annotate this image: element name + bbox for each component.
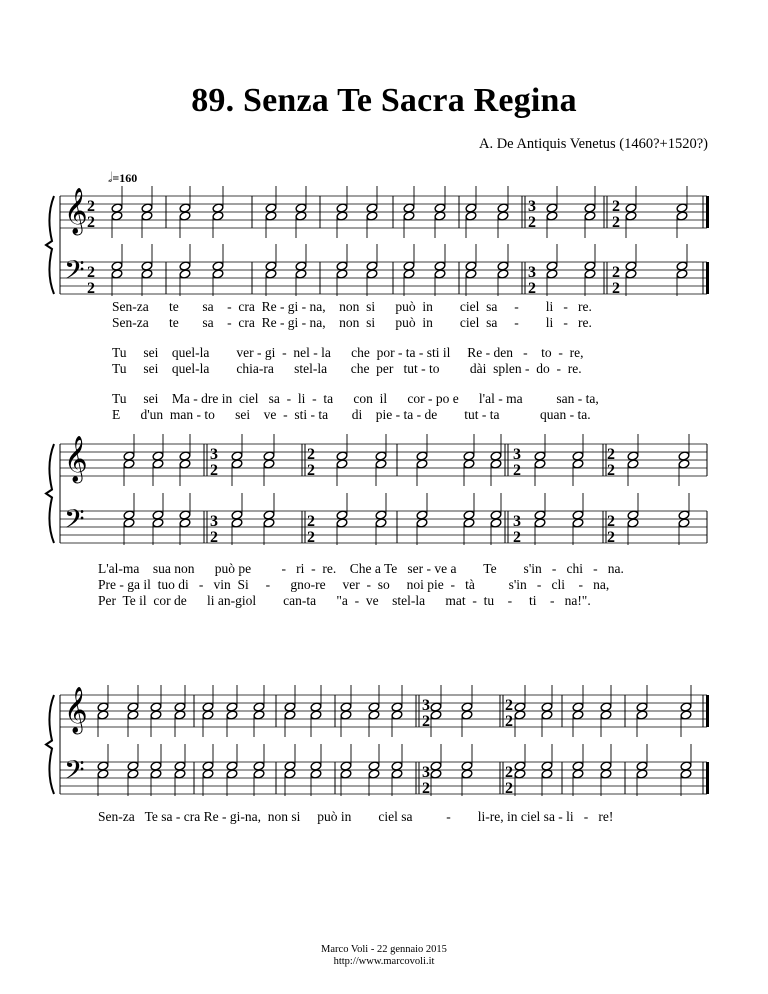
system-1	[0, 182, 768, 312]
note-head	[336, 459, 348, 469]
note-head	[265, 261, 277, 271]
lyric-line-3: Tu sei quel-la ver - gi - nel - la che por - ta - sti il Re - den - to - re,	[112, 345, 584, 360]
note-head	[141, 261, 153, 271]
note-head	[368, 761, 380, 771]
note-head	[179, 518, 191, 528]
note-head	[226, 710, 238, 720]
note-head	[202, 710, 214, 720]
treble-clef-icon: 𝄞	[64, 687, 88, 733]
note-head	[676, 261, 688, 271]
note-head	[625, 211, 637, 221]
time-signature-denominator: 2	[210, 529, 218, 546]
note-head	[584, 269, 596, 279]
note-head	[340, 761, 352, 771]
note-head	[179, 261, 191, 271]
note-head	[463, 510, 475, 520]
note-head	[430, 702, 442, 712]
time-signature-numerator: 2	[307, 513, 315, 530]
note-head	[490, 510, 502, 520]
time-signature-denominator: 2	[87, 214, 95, 231]
lyric-line-2: Sen-za te sa - cra Re - gi - na, non si può in ciel sa - li - re.	[112, 315, 592, 330]
note-head	[253, 761, 265, 771]
note-head	[226, 761, 238, 771]
note-head	[430, 769, 442, 779]
note-head	[179, 451, 191, 461]
note-head	[284, 761, 296, 771]
note-head	[461, 702, 473, 712]
note-head	[572, 769, 584, 779]
note-head	[461, 710, 473, 720]
note-head	[490, 518, 502, 528]
note-head	[572, 710, 584, 720]
note-head	[461, 769, 473, 779]
note-head	[97, 710, 109, 720]
note-head	[434, 203, 446, 213]
note-head	[541, 761, 553, 771]
note-head	[231, 451, 243, 461]
lyric-line-6: E d'un man - to sei ve - sti - ta di pie - ta - de tut - ta quan - ta.	[112, 407, 591, 422]
note-head	[636, 769, 648, 779]
note-head	[541, 710, 553, 720]
final-barline	[706, 196, 709, 228]
note-head	[295, 269, 307, 279]
bass-clef-icon: 𝄢	[64, 503, 85, 541]
note-head	[678, 451, 690, 461]
note-head	[212, 211, 224, 221]
system-1-staves	[46, 186, 709, 297]
note-head	[111, 211, 123, 221]
note-head	[179, 203, 191, 213]
note-head	[336, 261, 348, 271]
note-head	[284, 769, 296, 779]
note-head	[497, 261, 509, 271]
note-head	[391, 702, 403, 712]
note-head	[97, 769, 109, 779]
note-head	[600, 761, 612, 771]
note-head	[253, 710, 265, 720]
note-head	[627, 459, 639, 469]
time-signature-denominator: 2	[528, 214, 536, 231]
time-signature-numerator: 3	[210, 446, 218, 463]
note-head	[174, 710, 186, 720]
note-head	[416, 459, 428, 469]
final-barline	[706, 762, 709, 794]
note-head	[152, 510, 164, 520]
time-signature-denominator: 2	[505, 780, 513, 797]
note-head	[680, 710, 692, 720]
note-head	[430, 710, 442, 720]
time-signature-numerator: 2	[612, 198, 620, 215]
note-head	[368, 769, 380, 779]
note-head	[534, 459, 546, 469]
lyric-line-1: Sen-za te sa - cra Re - gi - na, non si può in ciel sa - li - re.	[112, 299, 592, 314]
note-head	[534, 451, 546, 461]
note-head	[97, 702, 109, 712]
note-head	[150, 702, 162, 712]
note-head	[584, 203, 596, 213]
note-head	[310, 710, 322, 720]
note-head	[546, 211, 558, 221]
time-signature-denominator: 2	[607, 462, 615, 479]
system-brace	[46, 196, 54, 294]
note-head	[490, 459, 502, 469]
time-signature-numerator: 2	[87, 264, 95, 281]
note-head	[174, 702, 186, 712]
note-head	[534, 510, 546, 520]
time-signature-numerator: 2	[505, 697, 513, 714]
note-head	[111, 261, 123, 271]
time-signature-denominator: 2	[612, 280, 620, 297]
note-head	[253, 702, 265, 712]
note-head	[340, 769, 352, 779]
note-head	[212, 261, 224, 271]
note-head	[678, 459, 690, 469]
page-title: 89. Senza Te Sacra Regina	[191, 82, 577, 119]
note-head	[463, 459, 475, 469]
treble-clef-icon: 𝄞	[64, 188, 88, 234]
note-head	[497, 211, 509, 221]
note-head	[490, 451, 502, 461]
note-head	[534, 518, 546, 528]
note-head	[572, 510, 584, 520]
note-head	[572, 702, 584, 712]
time-signature-numerator: 3	[422, 697, 430, 714]
note-head	[375, 510, 387, 520]
note-head	[600, 710, 612, 720]
note-head	[434, 211, 446, 221]
note-head	[584, 261, 596, 271]
time-signature-denominator: 2	[612, 214, 620, 231]
note-head	[141, 203, 153, 213]
time-signature-numerator: 3	[528, 264, 536, 281]
note-head	[368, 710, 380, 720]
note-head	[416, 451, 428, 461]
note-head	[465, 269, 477, 279]
note-head	[295, 261, 307, 271]
note-head	[680, 769, 692, 779]
system-3	[0, 680, 768, 810]
note-head	[514, 702, 526, 712]
note-head	[366, 211, 378, 221]
note-head	[141, 211, 153, 221]
note-head	[514, 761, 526, 771]
note-head	[97, 761, 109, 771]
note-head	[636, 761, 648, 771]
note-head	[284, 710, 296, 720]
note-head	[572, 451, 584, 461]
time-signature-denominator: 2	[422, 713, 430, 730]
note-head	[152, 451, 164, 461]
final-barline	[706, 262, 709, 294]
note-head	[627, 451, 639, 461]
time-signature-numerator: 3	[513, 513, 521, 530]
note-head	[127, 761, 139, 771]
note-head	[340, 702, 352, 712]
time-signature-denominator: 2	[607, 529, 615, 546]
note-head	[403, 211, 415, 221]
note-head	[263, 459, 275, 469]
note-head	[627, 510, 639, 520]
note-head	[295, 203, 307, 213]
note-head	[123, 518, 135, 528]
time-signature-numerator: 2	[607, 446, 615, 463]
note-head	[336, 510, 348, 520]
note-head	[141, 269, 153, 279]
note-head	[336, 518, 348, 528]
footer-author-date: Marco Voli - 22 gennaio 2015	[321, 944, 447, 955]
note-head	[572, 518, 584, 528]
note-head	[263, 451, 275, 461]
time-signature-numerator: 2	[612, 264, 620, 281]
note-head	[678, 510, 690, 520]
note-head	[152, 518, 164, 528]
lyric-line-8: Pre - ga il tuo di - vin Si - gno-re ver - so noi pie - tà s'in - cli - na,	[98, 577, 610, 592]
note-head	[497, 203, 509, 213]
note-head	[625, 269, 637, 279]
note-head	[202, 702, 214, 712]
note-head	[403, 269, 415, 279]
note-head	[625, 203, 637, 213]
note-head	[676, 203, 688, 213]
time-signature-numerator: 3	[528, 198, 536, 215]
note-head	[152, 459, 164, 469]
note-head	[179, 269, 191, 279]
note-head	[366, 269, 378, 279]
time-signature-denominator: 2	[307, 462, 315, 479]
note-head	[212, 203, 224, 213]
note-head	[391, 761, 403, 771]
lyric-line-5: Tu sei Ma - dre in ciel sa - li - ta con il cor - po e l'al - ma san - ta,	[112, 391, 599, 406]
note-head	[514, 710, 526, 720]
system-3-staves	[46, 685, 709, 797]
note-head	[497, 269, 509, 279]
note-head	[600, 702, 612, 712]
note-head	[179, 459, 191, 469]
tempo-value: =160	[112, 171, 138, 185]
system-brace	[46, 444, 54, 543]
note-head	[465, 261, 477, 271]
note-head	[310, 769, 322, 779]
note-head	[179, 510, 191, 520]
final-barline	[706, 695, 709, 727]
note-head	[434, 269, 446, 279]
note-head	[375, 518, 387, 528]
note-head	[461, 761, 473, 771]
note-head	[127, 702, 139, 712]
lyric-line-9: Per Te il cor de li an-giol can-ta "a - ve stel-la mat - tu - ti - na!".	[98, 593, 591, 608]
note-head	[226, 702, 238, 712]
note-head	[541, 702, 553, 712]
note-head	[430, 761, 442, 771]
note-head	[546, 203, 558, 213]
bass-clef-icon: 𝄢	[64, 754, 85, 792]
note-head	[676, 269, 688, 279]
lyric-line-7: L'al-ma sua non può pe - ri - re. Che a Te ser - ve a Te s'in - chi - na.	[98, 561, 624, 576]
note-head	[123, 459, 135, 469]
note-head	[680, 702, 692, 712]
note-head	[678, 518, 690, 528]
time-signature-numerator: 2	[607, 513, 615, 530]
time-signature-denominator: 2	[210, 462, 218, 479]
note-head	[284, 702, 296, 712]
note-head	[391, 769, 403, 779]
note-head	[546, 261, 558, 271]
system-2	[0, 432, 768, 562]
note-head	[465, 203, 477, 213]
note-head	[295, 211, 307, 221]
note-head	[375, 451, 387, 461]
note-head	[627, 518, 639, 528]
time-signature-numerator: 2	[87, 198, 95, 215]
lyric-line-4: Tu sei quel-la chia-ra stel-la che per tut - to dài splen - do - re.	[112, 361, 582, 376]
note-head	[584, 211, 596, 221]
note-head	[366, 203, 378, 213]
note-head	[265, 211, 277, 221]
system-brace	[46, 695, 54, 794]
note-head	[416, 510, 428, 520]
note-head	[625, 261, 637, 271]
footer-url: http://www.marcovoli.it	[333, 956, 435, 967]
note-head	[572, 761, 584, 771]
composer-credit: A. De Antiquis Venetus (1460?+1520?)	[478, 136, 708, 152]
note-head	[403, 261, 415, 271]
note-head	[231, 510, 243, 520]
system-2-staves	[46, 434, 707, 546]
note-head	[434, 261, 446, 271]
note-head	[179, 211, 191, 221]
lyric-line-10: Sen-za Te sa - cra Re - gi-na, non si può in ciel sa - li-re, in ciel sa - li - re!	[98, 809, 614, 824]
note-head	[265, 203, 277, 213]
time-signature-denominator: 2	[505, 713, 513, 730]
time-signature-denominator: 2	[528, 280, 536, 297]
time-signature-numerator: 3	[210, 513, 218, 530]
note-head	[336, 269, 348, 279]
note-head	[636, 710, 648, 720]
note-head	[541, 769, 553, 779]
note-head	[127, 769, 139, 779]
note-head	[263, 518, 275, 528]
time-signature-denominator: 2	[513, 462, 521, 479]
note-head	[123, 510, 135, 520]
note-head	[636, 702, 648, 712]
note-head	[514, 769, 526, 779]
time-signature-numerator: 3	[513, 446, 521, 463]
note-head	[150, 761, 162, 771]
note-head	[336, 203, 348, 213]
note-head	[336, 451, 348, 461]
time-signature-numerator: 2	[505, 764, 513, 781]
note-head	[123, 451, 135, 461]
note-head	[202, 769, 214, 779]
note-head	[340, 710, 352, 720]
footer	[0, 944, 768, 968]
time-signature-denominator: 2	[87, 280, 95, 297]
note-head	[572, 459, 584, 469]
note-head	[465, 211, 477, 221]
note-head	[310, 702, 322, 712]
time-signature-denominator: 2	[513, 529, 521, 546]
note-head	[111, 203, 123, 213]
note-head	[150, 710, 162, 720]
note-head	[366, 261, 378, 271]
note-head	[416, 518, 428, 528]
note-head	[375, 459, 387, 469]
note-head	[463, 451, 475, 461]
bass-clef-icon: 𝄢	[64, 254, 85, 292]
note-head	[174, 761, 186, 771]
note-head	[600, 769, 612, 779]
time-signature-denominator: 2	[422, 780, 430, 797]
note-head	[127, 710, 139, 720]
note-head	[336, 211, 348, 221]
note-head	[391, 710, 403, 720]
note-head	[676, 211, 688, 221]
note-head	[463, 518, 475, 528]
half-note-icon: 𝅗𝅥	[108, 171, 113, 186]
note-head	[310, 761, 322, 771]
treble-clef-icon: 𝄞	[64, 436, 88, 482]
note-head	[403, 203, 415, 213]
note-head	[263, 510, 275, 520]
note-head	[150, 769, 162, 779]
note-head	[226, 769, 238, 779]
note-head	[174, 769, 186, 779]
note-head	[202, 761, 214, 771]
time-signature-denominator: 2	[307, 529, 315, 546]
note-head	[253, 769, 265, 779]
time-signature-numerator: 2	[307, 446, 315, 463]
note-head	[265, 269, 277, 279]
time-signature-numerator: 3	[422, 764, 430, 781]
note-head	[212, 269, 224, 279]
note-head	[231, 518, 243, 528]
note-head	[680, 761, 692, 771]
note-head	[546, 269, 558, 279]
note-head	[111, 269, 123, 279]
note-head	[231, 459, 243, 469]
note-head	[368, 702, 380, 712]
